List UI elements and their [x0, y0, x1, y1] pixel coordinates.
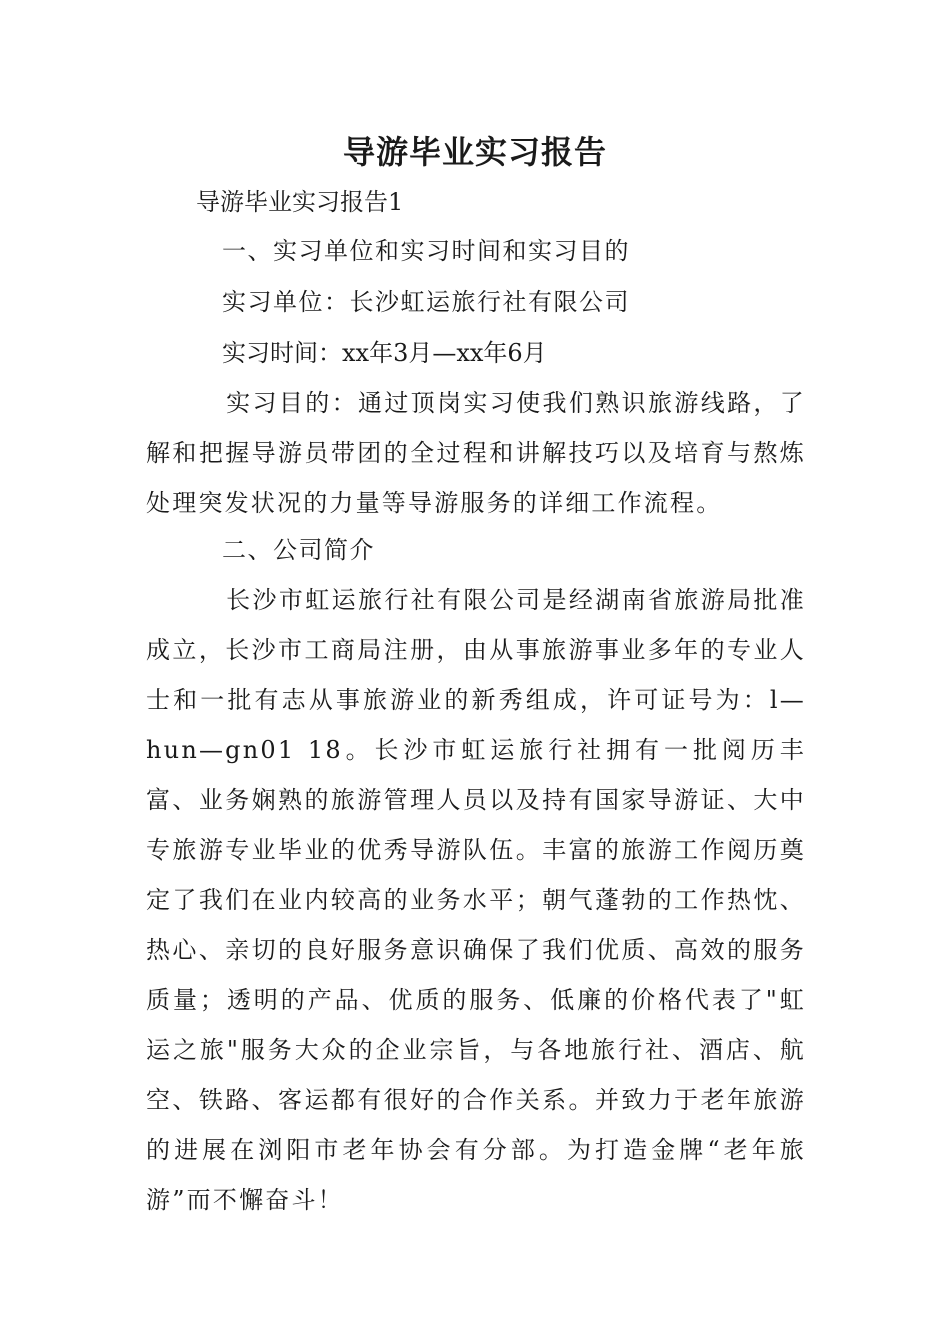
- internship-unit: 实习单位：长沙虹运旅行社有限公司: [222, 288, 630, 316]
- document-title: 导游毕业实习报告: [342, 133, 607, 171]
- company-intro-text: 长沙市虹运旅行社有限公司是经湖南省旅游局批准成立，长沙市工商局注册，由从事旅游事业多年的专业人士和一批有志从事旅游业的新秀组成，许可证号为：l—hun—gn01 18。长沙市虹运旅行社拥有一批阅历丰富、业务娴熟的旅游管理人员以及持有国家导游证、大中专旅游专业毕业的优秀导游队伍。丰富的旅游工作阅历奠定了我们在业内较高的业务水平；朝气蓬勃的工作热忱、热心、亲切的良好服务意识确保了我们优质、高效的服务质量；透明的产品、优质的服务、低廉的价格代表了"虹运之旅"服务大众的企业宗旨，与各地旅行社、酒店、航空、铁路、客运都有很好的合作关系。并致力于老年旅游的进展在浏阳市老年协会有分部。为打造金牌“老年旅游”而不懈奋斗！: [146, 586, 806, 1214]
- section-heading-1: 一、实习单位和实习时间和实习目的: [222, 237, 630, 265]
- company-intro-paragraph: [146, 575, 806, 1225]
- internship-purpose-paragraph: [146, 378, 806, 528]
- internship-purpose-text: 实习目的：通过顶岗实习使我们熟识旅游线路，了解和把握导游员带团的全过程和讲解技巧以及培育与熬炼处理突发状况的力量等导游服务的详细工作流程。: [146, 389, 806, 517]
- internship-time: 实习时间：xx年3月—xx年6月: [222, 339, 547, 367]
- report-subtitle: 导游毕业实习报告1: [196, 188, 404, 216]
- section-heading-2: 二、公司简介: [222, 536, 375, 564]
